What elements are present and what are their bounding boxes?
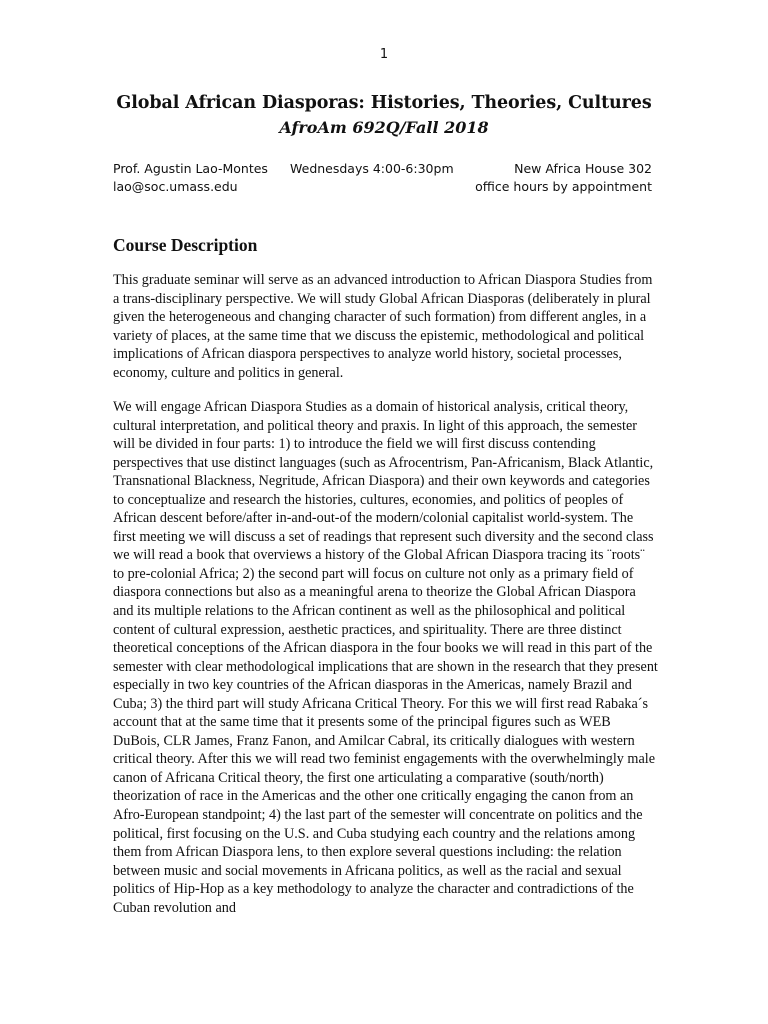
course-code: AfroAm 692Q/Fall 2018 bbox=[279, 118, 489, 137]
description-paragraph: This graduate seminar will serve as an advanced introduction to African Diaspora Studies from a trans-disciplinary perspective. We will study Global African Diasporas (deliberately in plural given the heterogeneous and changing character of such formation) from different angles, in a variety of places, at the same time that we discuss the epistemic, methodological and political implications of African diaspora perspectives to analyze world history, societal processes, economy, culture and politics in general. bbox=[113, 272, 653, 381]
class-location: New Africa House 302 bbox=[514, 161, 652, 176]
description-paragraph: We will engage African Diaspora Studies as a domain of historical analysis, critical theory, cultural interpretation, and political theory and praxis. In light of this approach, the semester will be divided in four parts: 1) to introduce the field we will first discuss contending perspectives that use distinct languages (such as Afrocentrism, Pan-Africanism, Black Atlantic, Transnational Blackness, Negritude, African Diaspora) and their own keywords and categories to conceptualize and research the histories, cultures, economies, and politics of peoples of African descent before/after in-and-out-of the modern/colonial capitalist world-system. The first meeting we will discuss a set of readings that represent such diversity and the second class we will read a book that overviews a history of the Global African Diaspora tracing its ¨roots¨ to pre-colonial Africa; 2) the second part will focus on culture not only as a primary field of diaspora connections but also as a meaningful arena to theorize the Global African Diaspora and its multiple relations to the African continent as well as the philosophical and political content of cultural expression, aesthetic practices, and spirituality. There are three distinct theoretical conceptions of the African diaspora in the four books we will read in this part of the semester with clear methodological implications that are shown in the research that they present especially in two key countries of the African diasporas in the Americas, namely Brazil and Cuba; 3) the third part will study Africana Critical Theory. For this we will first read Rabaka´s account that at the same time that it presents some of the principal figures such as WEB DuBois, CLR James, Franz Fanon, and Amilcar Cabral, its critically dialogues with western critical theory. After this we will read two feminist engagements with the overwhelmingly male canon of Africana Critical theory, the first one articulating a comparative (south/north) theorization of race in the Americas and the other one critically engaging the canon from an Afro-European standpoint; 4) the last part of the semester will concentrate on politics and the political, first focusing on the U.S. and Cuba studying each country and the relations among them from African Diaspora lens, to then explore several questions including: the relation between music and social movements in Africana politics, as well as the racial and sexual politics of Hip-Hop as a key methodology to analyze the character and contradictions of the Cuban revolution and bbox=[113, 399, 658, 916]
section-heading: Course Description bbox=[113, 235, 258, 255]
instructor-name: Prof. Agustin Lao-Montes bbox=[113, 161, 268, 176]
course-info-row bbox=[113, 160, 652, 178]
office-hours: office hours by appointment bbox=[475, 179, 652, 194]
contact-info-row bbox=[113, 178, 652, 196]
instructor-email: lao@soc.umass.edu bbox=[113, 179, 238, 194]
document-title: Global African Diasporas: Histories, Theories, Cultures bbox=[116, 93, 652, 113]
page-number: 1 bbox=[379, 47, 389, 62]
class-schedule: Wednesdays 4:00-6:30pm bbox=[290, 161, 454, 176]
